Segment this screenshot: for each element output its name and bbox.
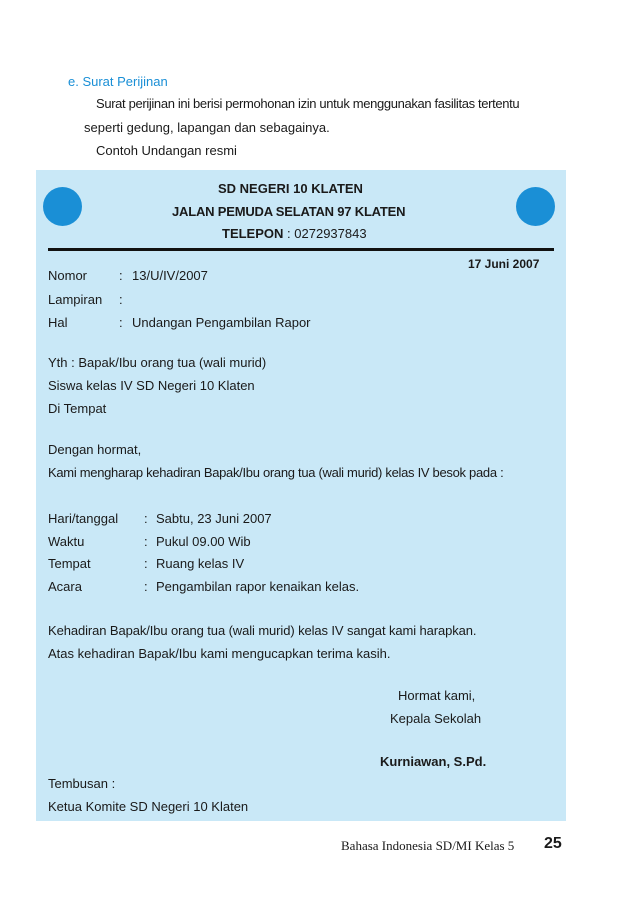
page-number: 25 [544,835,562,852]
detail-value: Pengambilan rapor kenaikan kelas. [156,579,360,594]
decorative-circle-right [516,187,555,226]
closing-line-1: Kehadiran Bapak/Ibu orang tua (wali murid) kelas IV sangat kami harapkan. [48,623,477,638]
school-phone [222,226,367,241]
meta-label: Lampiran [48,292,103,307]
meta-label: Hal [48,315,68,330]
intro-line-2: seperti gedung, lapangan dan sebagainya. [84,120,330,135]
sign-name: Kurniawan, S.Pd. [380,754,487,769]
decorative-circle-left [43,187,82,226]
meta-value: 13/U/IV/2007 [132,268,208,283]
section-heading: e. Surat Perijinan [68,74,168,89]
sign-salutation: Hormat kami, [398,688,476,703]
detail-separator: : [144,534,148,549]
detail-separator: : [144,579,148,594]
meta-value: Undangan Pengambilan Rapor [132,315,311,330]
meta-separator: : [119,268,123,283]
detail-label: Acara [48,579,82,594]
meta-separator: : [119,292,123,307]
sign-title: Kepala Sekolah [390,711,482,726]
header-rule [48,248,554,251]
detail-label: Hari/tanggal [48,511,119,526]
letter-panel [36,170,566,821]
detail-label: Tempat [48,556,91,571]
recipient-line: Siswa kelas IV SD Negeri 10 Klaten [48,378,255,393]
phone-label: TELEPON [222,226,284,241]
meta-label: Nomor [48,268,88,283]
letter-date: 17 Juni 2007 [468,257,540,271]
recipient-line: Di Tempat [48,401,107,416]
cc-label: Tembusan : [48,776,116,791]
meta-separator: : [119,315,123,330]
detail-separator: : [144,556,148,571]
detail-value: Pukul 09.00 Wib [156,534,251,549]
detail-label: Waktu [48,534,85,549]
intro-line-1: Surat perijinan ini berisi permohonan izin untuk menggunakan fasilitas tertentu [96,96,520,111]
closing-line-2: Atas kehadiran Bapak/Ibu kami mengucapkan terima kasih. [48,646,391,661]
school-name: SD NEGERI 10 KLATEN [218,181,363,196]
detail-value: Sabtu, 23 Juni 2007 [156,511,272,526]
phone-value: 0272937843 [294,226,367,241]
intro-line-3: Contoh Undangan resmi [96,143,237,158]
cc-value: Ketua Komite SD Negeri 10 Klaten [48,799,249,814]
detail-separator: : [144,511,148,526]
greeting: Dengan hormat, [48,442,142,457]
phone-separator: : [287,226,291,241]
school-address: JALAN PEMUDA SELATAN 97 KLATEN [172,204,406,219]
opening-sentence: Kami mengharap kehadiran Bapak/Ibu orang tua (wali murid) kelas IV besok pada : [48,465,504,480]
recipient-line: Yth : Bapak/Ibu orang tua (wali murid) [48,355,267,370]
detail-value: Ruang kelas IV [156,556,245,571]
book-title: Bahasa Indonesia SD/MI Kelas 5 [341,838,515,853]
